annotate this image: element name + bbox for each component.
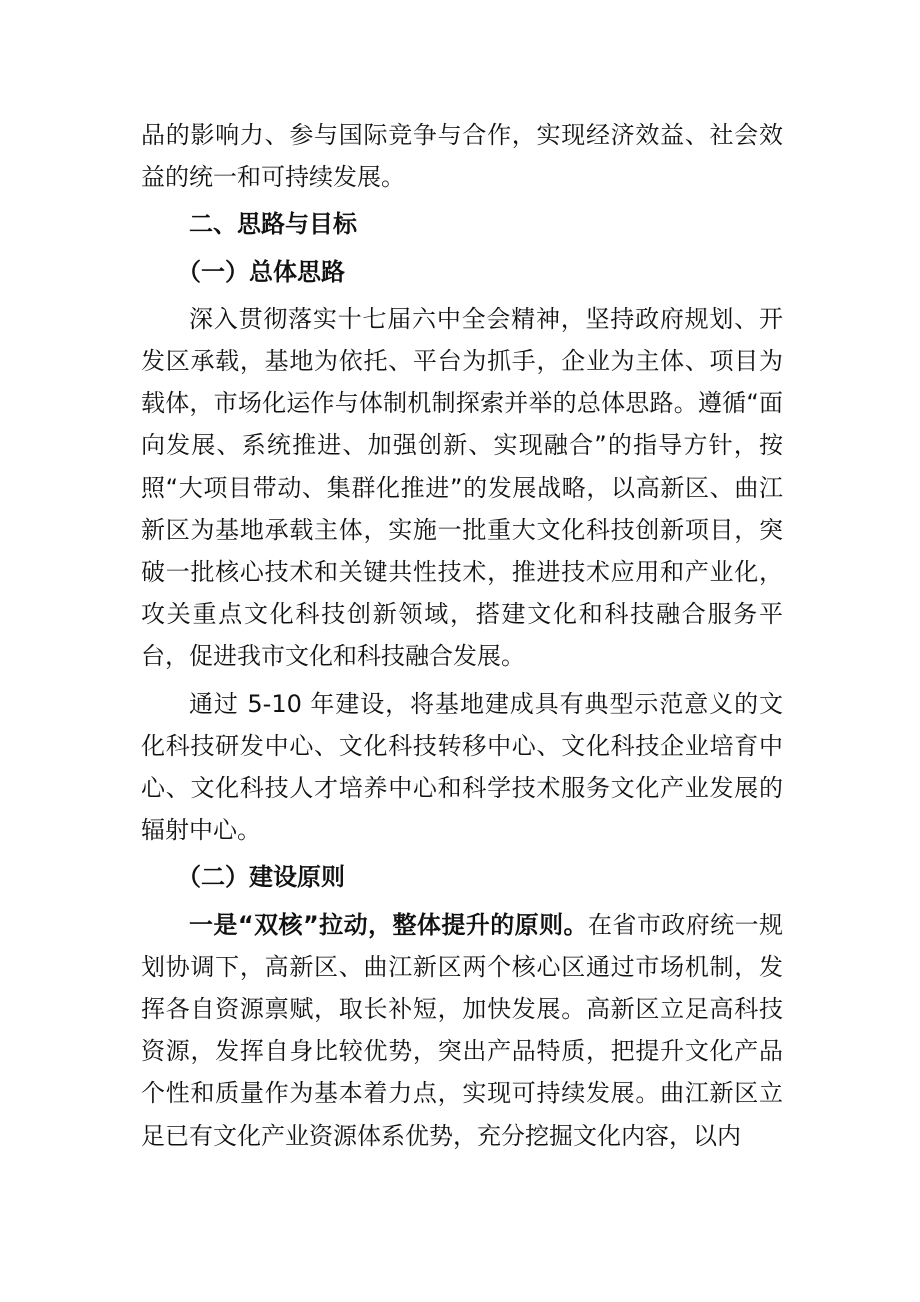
subsection-heading-principles: （二）建设原则 xyxy=(177,863,345,892)
paragraph-continued: 品的影响力、参与国际竞争与合作，实现经济效益、社会效益的统一和可持续发展。 xyxy=(141,121,783,192)
document-body xyxy=(141,114,783,1157)
paragraph-goals: 通过 5-10 年建设，将基地建成具有典型示范意义的文化科技研发中心、文化科技转移中心、文化科技企业培育中心、文化科技人才培养中心和科学技术服务文化产业发展的辐射中心。 xyxy=(141,689,783,845)
principle-one-body: 在省市政府统一规划协调下，高新区、曲江新区两个核心区通过市场机制，发挥各自资源禀赋，取长补短，加快发展。高新区立足高科技资源，发挥自身比较优势，突出产品特质，把提升文化产品个性和质量作为基本着力点，实现可持续发展。曲江新区立足已有文化产业资源体系优势，充分挖掘文化内容，以内 xyxy=(141,910,784,1150)
subsection-heading-overall-thinking: （一）总体思路 xyxy=(177,257,345,286)
paragraph-overall-thinking: 深入贯彻落实十七届六中全会精神，坚持政府规划、开发区承载，基地为依托、平台为抓手，企业为主体、项目为载体，市场化运作与体制机制探索并举的总体思路。遵循“面向发展、系统推进、加强创新、实现融合”的指导方针，按照“大项目带动、集群化推进”的发展战略，以高新区、曲江新区为基地承载主体，实施一批重大文化科技创新项目，突破一批核心技术和关键共性技术，推进技术应用和产业化，攻关重点文化科技创新领域，搭建文化和科技融合服务平台，促进我市文化和科技融合发展。 xyxy=(141,304,783,671)
principle-one-lead: 一是“双核”拉动，整体提升的原则。 xyxy=(189,910,588,939)
section-heading-thinking-goals: 二、思路与目标 xyxy=(189,210,357,239)
paragraph-principle-one xyxy=(141,904,783,1157)
